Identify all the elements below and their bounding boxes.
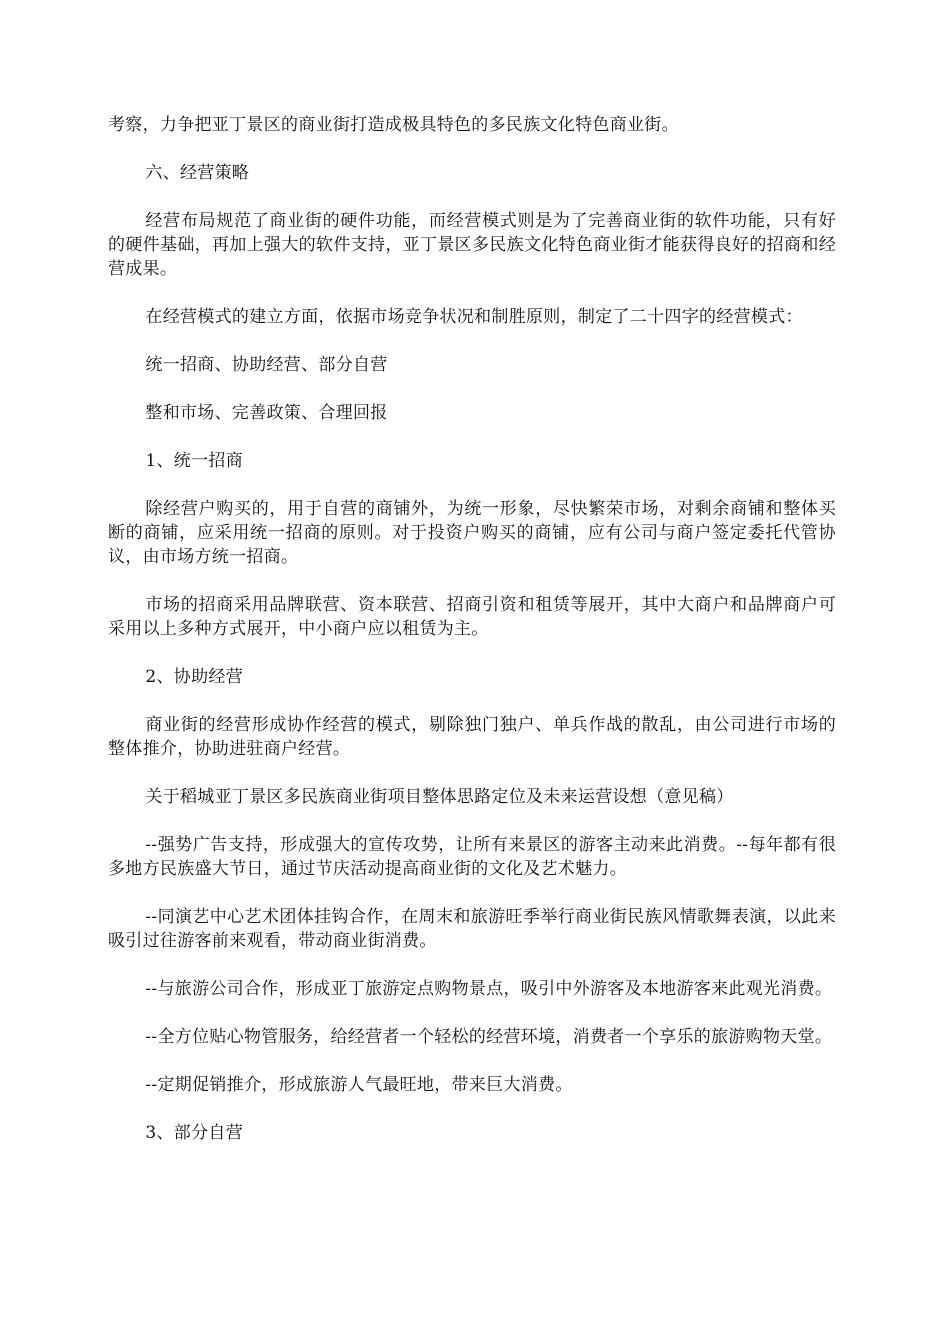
subheading-assisted-operation: 2、协助经营: [145, 667, 244, 687]
paragraph-business-layout: 经营布局规范了商业街的硬件功能，而经营模式则是为了完善商业街的软件功能，只有好的硬件基础，再加上强大的软件支持，亚丁景区多民族文化特色商业街才能获得良好的招商和经营成果。: [108, 211, 836, 279]
model-line-1: 统一招商、协助经营、部分自营: [145, 355, 388, 375]
bullet-travel-agency: --与旅游公司合作，形成亚丁旅游定点购物景点，吸引中外游客及本地游客来此观光消费。: [145, 979, 833, 999]
bullet-property-service: --全方位贴心物管服务，给经营者一个轻松的经营环境，消费者一个享乐的旅游购物天堂。: [145, 1027, 833, 1047]
section-heading-business-strategy: 六、经营策略: [145, 163, 250, 183]
subheading-unified-leasing: 1、统一招商: [145, 451, 244, 471]
document-title-line: 关于稻城亚丁景区多民族商业街项目整体思路定位及未来运营设想（意见稿）: [145, 787, 734, 807]
bullet-advertising: --强势广告支持，形成强大的宣传攻势，让所有来景区的游客主动来此消费。--每年都有很多地方民族盛大节日，通过节庆活动提高商业街的文化及艺术魅力。: [108, 835, 836, 879]
model-line-2: 整和市场、完善政策、合理回报: [145, 403, 388, 423]
subheading-partial-self-operation: 3、部分自营: [145, 1123, 244, 1143]
bullet-promotions: --定期促销推介，形成旅游人气最旺地，带来巨大消费。: [145, 1075, 573, 1095]
bullet-performing-arts: --同演艺中心艺术团体挂钩合作，在周末和旅游旺季举行商业街民族风情歌舞表演，以此来吸引过往游客前来观看，带动商业街消费。: [108, 907, 836, 951]
paragraph-assisted-operation: 商业街的经营形成协作经营的模式，剔除独门独户、单兵作战的散乱，由公司进行市场的整体推介，协助进驻商户经营。: [108, 715, 836, 759]
paragraph-leasing-methods: 市场的招商采用品牌联营、资本联营、招商引资和租赁等展开，其中大商户和品牌商户可采用以上多种方式展开，中小商户应以租赁为主。: [108, 595, 836, 639]
document-body: [108, 113, 836, 1145]
paragraph-intro-continuation: 考察，力争把亚丁景区的商业街打造成极具特色的多民族文化特色商业街。: [108, 115, 679, 135]
paragraph-business-model-intro: 在经营模式的建立方面，依据市场竞争状况和制胜原则，制定了二十四字的经营模式：: [145, 307, 803, 327]
paragraph-unified-leasing: 除经营户购买的，用于自营的商铺外，为统一形象，尽快繁荣市场，对剩余商铺和整体买断的商铺，应采用统一招商的原则。对于投资户购买的商铺，应有公司与商户签定委托代管协议，由市场方统一招商。: [108, 499, 836, 567]
